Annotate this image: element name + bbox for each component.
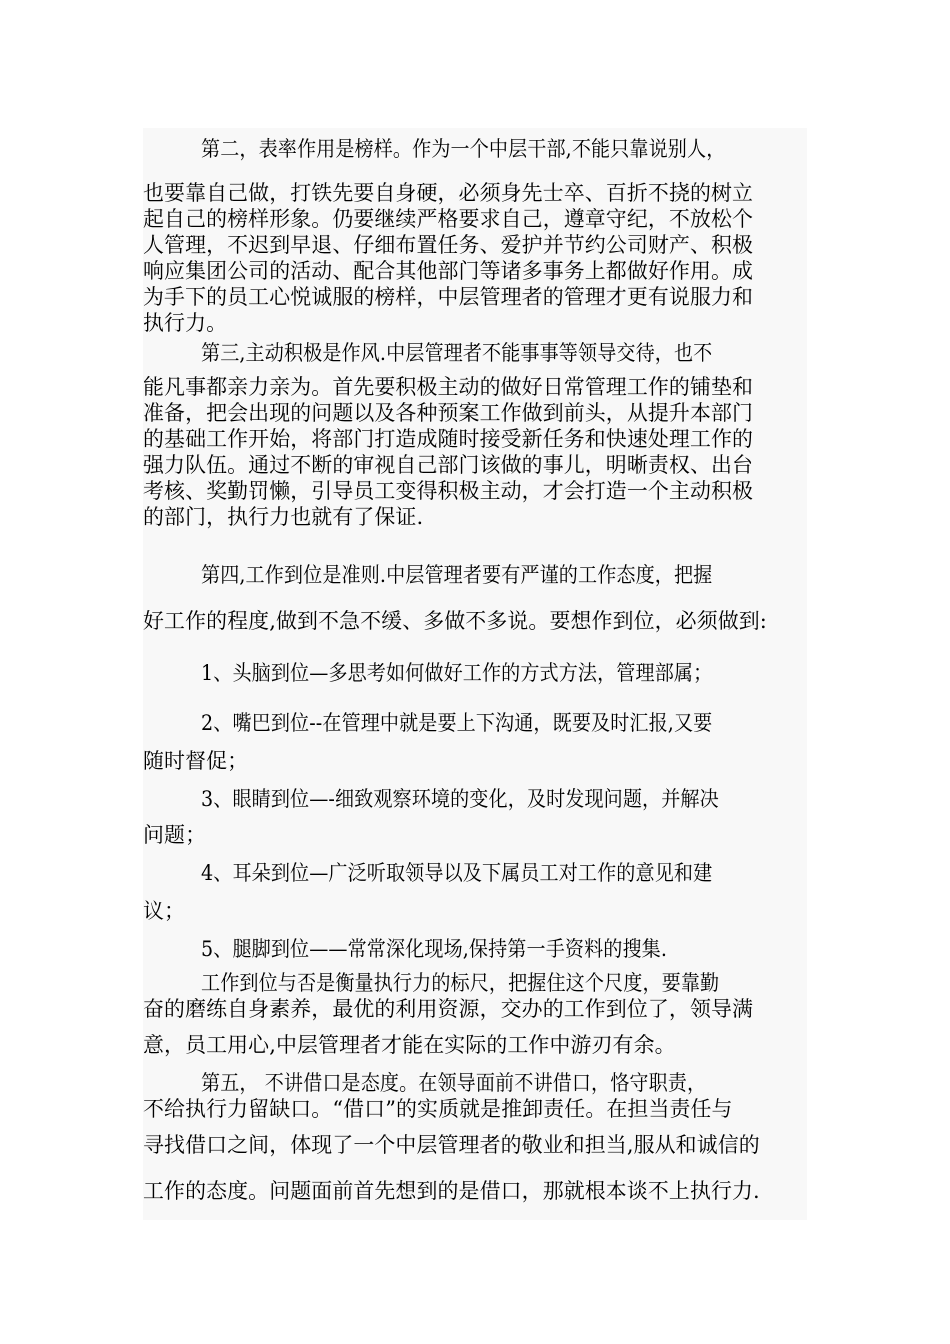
list-item-4-line-2: 议；: [143, 899, 186, 923]
paragraph-1-line-7: 执行力。: [143, 311, 228, 335]
list-item-2-line-2: 随时督促；: [143, 749, 249, 773]
paragraph-1-line-2: 也要靠自己做，打铁先要自身硬，必须身先士卒、百折不挠的树立: [143, 181, 754, 205]
paragraph-2-line-7: 的部门，执行力也就有了保证.: [143, 505, 424, 529]
paragraph-5-line-1: 第五， 不讲借口是态度。在领导面前不讲借口，恪守职责，: [201, 1071, 707, 1095]
paragraph-2-line-4: 的基础工作开始，将部门打造成随时接受新任务和快速处理工作的: [143, 427, 754, 451]
paragraph-5-line-2: 不给执行力留缺口。“借口”的实质就是推卸责任。在担当责任与: [143, 1097, 733, 1121]
paragraph-4-line-3: 意，员工用心,中层管理者才能在实际的工作中游刃有余。: [143, 1033, 676, 1057]
paragraph-1-line-4: 人管理，不迟到早退、仔细布置任务、爱护并节约公司财产、积极: [143, 233, 754, 257]
paragraph-3-line-2: 好工作的程度,做到不急不缓、多做不多说。要想作到位，必须做到:: [143, 609, 767, 633]
paragraph-2-line-5: 强力队伍。通过不断的审视自己部门该做的事儿，明晰责权、出台: [143, 453, 754, 477]
list-item-1-line-1: 1、头脑到位—多思考如何做好工作的方式方法，管理部属；: [201, 661, 713, 685]
document-text-block: [143, 128, 807, 1220]
paragraph-5-line-3: 寻找借口之间，体现了一个中层管理者的敬业和担当,服从和诚信的: [143, 1133, 760, 1157]
paragraph-2-line-6: 考核、奖勤罚懒，引导员工变得积极主动，才会打造一个主动积极: [143, 479, 754, 503]
paragraph-2-line-3: 准备，把会出现的问题以及各种预案工作做到前头，从提升本部门: [143, 401, 754, 425]
paragraph-1-line-6: 为手下的员工心悦诚服的榜样，中层管理者的管理才更有说服力和: [143, 285, 754, 309]
paragraph-3-line-1: 第四,工作到位是准则.中层管理者要有严谨的工作态度，把握: [201, 563, 713, 587]
paragraph-1-line-5: 响应集团公司的活动、配合其他部门等诸多事务上都做好作用。成: [143, 259, 754, 283]
list-item-5-line-1: 5、腿脚到位——常常深化现场,保持第一手资料的搜集.: [201, 937, 668, 961]
paragraph-1-line-3: 起自己的榜样形象。仍要继续严格要求自己，遵章守纪，不放松个: [143, 207, 754, 231]
paragraph-2-line-1: 第三,主动积极是作风.中层管理者不能事事等领导交待，也不: [201, 341, 713, 365]
list-item-2-line-1: 2、嘴巴到位--在管理中就是要上下沟通，既要及时汇报,又要: [201, 711, 713, 735]
list-item-3-line-2: 问题；: [143, 823, 207, 847]
paragraph-5-line-4: 工作的态度。问题面前首先想到的是借口，那就根本谈不上执行力.: [143, 1179, 760, 1203]
list-item-3-line-1: 3、眼睛到位—-细致观察环境的变化，及时发现问题，并解决: [201, 787, 719, 811]
paragraph-4-line-2: 奋的磨练自身素养，最优的利用资源，交办的工作到位了，领导满: [143, 997, 754, 1021]
paragraph-1-line-1: 第二，表率作用是榜样。作为一个中层干部,不能只靠说别人，: [201, 137, 726, 161]
paragraph-2-line-2: 能凡事都亲力亲为。首先要积极主动的做好日常管理工作的铺垫和: [143, 375, 754, 399]
paragraph-4-line-1: 工作到位与否是衡量执行力的标尺，把握住这个尺度，要靠勤: [201, 971, 720, 995]
list-item-4-line-1: 4、耳朵到位—广泛听取领导以及下属员工对工作的意见和建: [201, 861, 713, 885]
